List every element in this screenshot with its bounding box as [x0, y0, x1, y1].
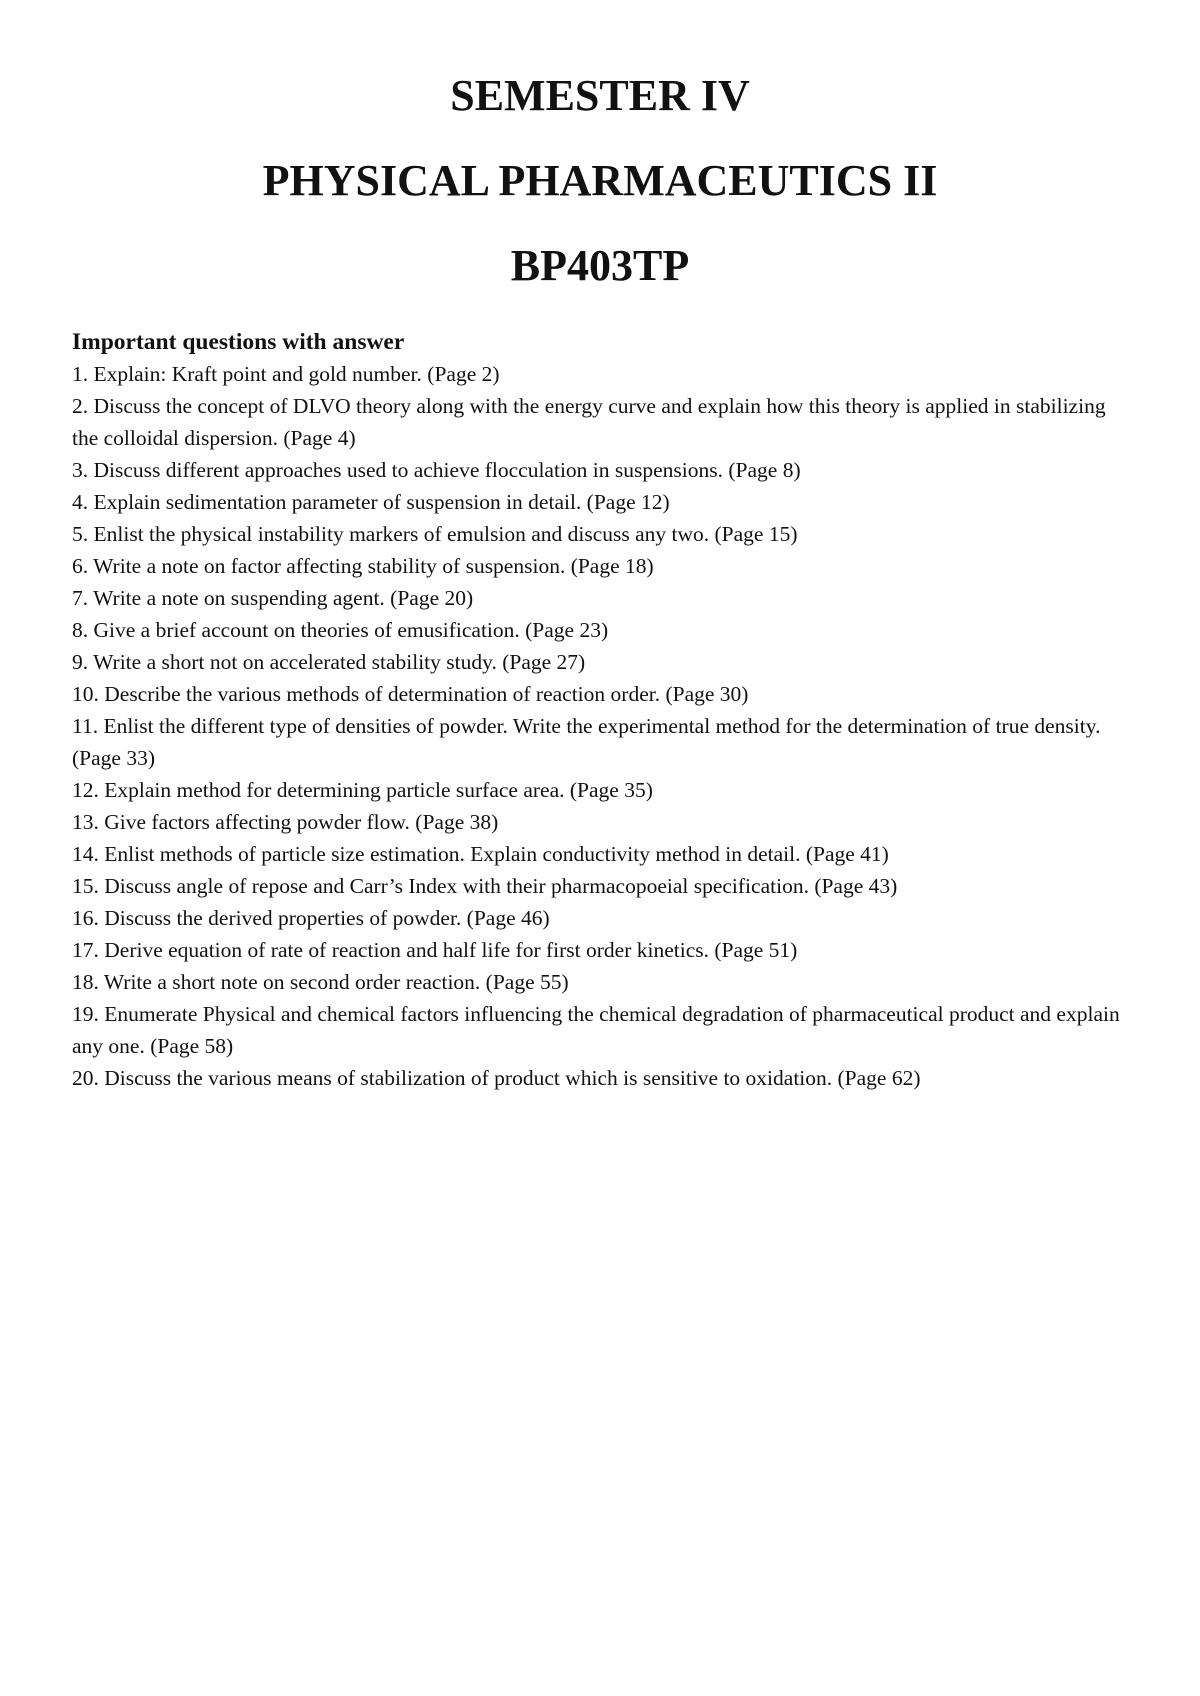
question-item: 20. Discuss the various means of stabilization of product which is sensitive to oxidation. (Page 62) [72, 1066, 921, 1090]
question-item: 13. Give factors affecting powder flow. (Page 38) [72, 810, 499, 834]
question-item: 6. Write a note on factor affecting stability of suspension. (Page 18) [72, 554, 654, 578]
question-item: 1. Explain: Kraft point and gold number. (Page 2) [72, 362, 500, 386]
question-item: 17. Derive equation of rate of reaction and half life for first order kinetics. (Page 51) [72, 938, 798, 962]
question-item: 16. Discuss the derived properties of powder. (Page 46) [72, 906, 550, 930]
subject-title: PHYSICAL PHARMACEUTICS II [262, 156, 938, 205]
question-item: 4. Explain sedimentation parameter of suspension in detail. (Page 12) [72, 490, 670, 514]
question-item: 14. Enlist methods of particle size estimation. Explain conductivity method in detail. (Page 41) [72, 842, 889, 866]
question-item: 3. Discuss different approaches used to achieve flocculation in suspensions. (Page 8) [72, 458, 801, 482]
question-item: 7. Write a note on suspending agent. (Page 20) [72, 586, 474, 610]
question-item: 9. Write a short not on accelerated stability study. (Page 27) [72, 650, 586, 674]
question-item: 12. Explain method for determining particle surface area. (Page 35) [72, 778, 653, 802]
question-item: 8. Give a brief account on theories of emusification. (Page 23) [72, 618, 609, 642]
question-item: 11. Enlist the different type of densities of powder. Write the experimental method for the determination of true density. (Page 33) [72, 714, 1101, 770]
question-item: 10. Describe the various methods of determination of reaction order. (Page 30) [72, 682, 749, 706]
semester-title: SEMESTER IV [450, 71, 750, 120]
question-item: 15. Discuss angle of repose and Carr’s Index with their pharmacopoeial specification. (Page 43) [72, 874, 898, 898]
question-list [72, 358, 1132, 1094]
question-item: 5. Enlist the physical instability markers of emulsion and discuss any two. (Page 15) [72, 522, 798, 546]
title-block [0, 71, 1200, 329]
question-item: 2. Discuss the concept of DLVO theory along with the energy curve and explain how this theory is applied in stabilizing the colloidal dispersion. (Page 4) [72, 394, 1106, 450]
question-item: 19. Enumerate Physical and chemical factors influencing the chemical degradation of pharmaceutical product and explain any one. (Page 58) [72, 1002, 1120, 1058]
course-code: BP403TP [510, 241, 690, 290]
question-item: 18. Write a short note on second order reaction. (Page 55) [72, 970, 569, 994]
questions-section [72, 326, 1132, 1094]
section-heading: Important questions with answer [72, 329, 405, 355]
